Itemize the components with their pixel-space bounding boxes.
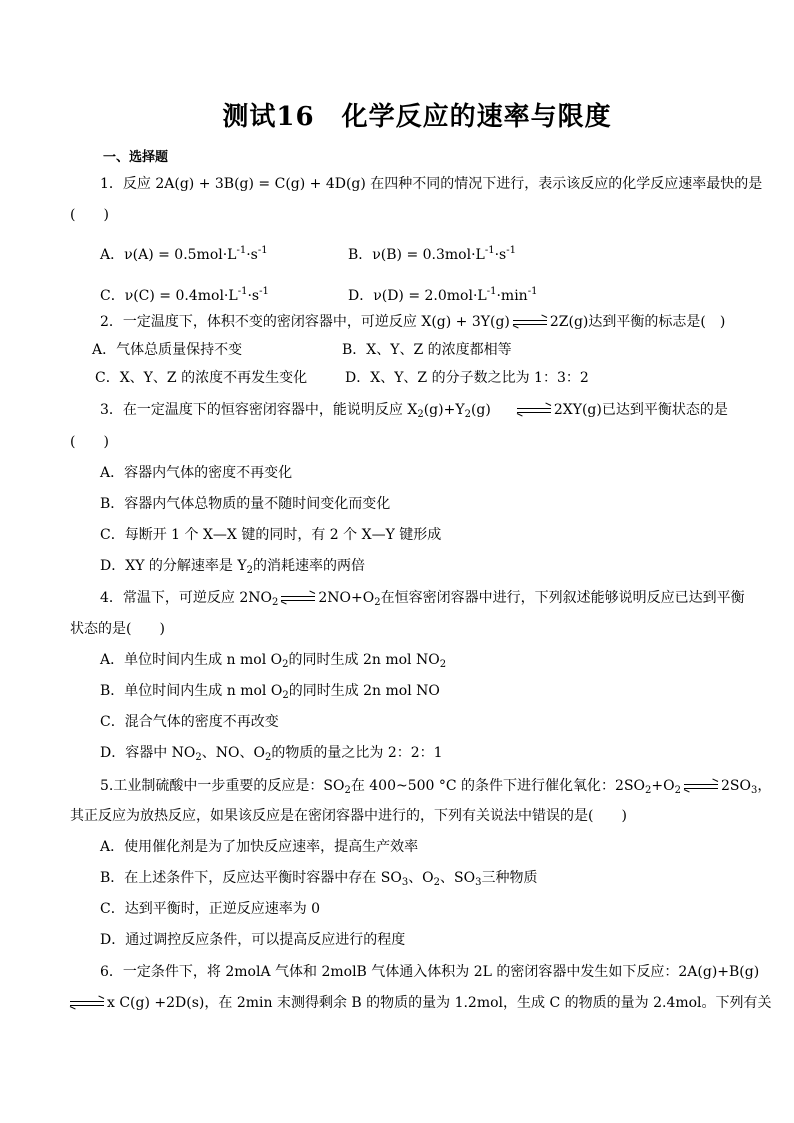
question-5-stem: 5.工业制硫酸中一步重要的反应是：$SO_2$在 400~500 °C 的条件下进行催化氧化：$2SO_2+O_2$ $2SO_3$，	[100, 778, 772, 796]
question-3-stem: 3．在一定温度下的恒容密闭容器中，能说明反应 $X_2(g)+Y_2(g)$ 2XY(g)已达到平衡状态的是	[100, 402, 728, 420]
question-2-option-b: B．X、Y、Z 的浓度都相等	[342, 342, 512, 358]
page-title: 测试16 化学反应的速率与限度	[222, 102, 612, 132]
equilibrium-arrow-icon	[281, 594, 315, 602]
question-3-option-c: C．每断开 1 个 X—X 键的同时，有 2 个 X—Y 键形成	[100, 527, 442, 543]
question-3-option-b: B．容器内气体总物质的量不随时间变化而变化	[100, 496, 391, 512]
question-4-option-b: B．单位时间内生成 n mol $O_2$的同时生成 2n mol NO	[100, 683, 440, 701]
question-2-option-a: A．气体总质量保持不变	[92, 342, 243, 358]
question-5-option-b: B．在上述条件下，反应达平衡时容器中存在 $SO_3$、$O_2$、$SO_3$三种物质	[100, 870, 538, 888]
question-5-stem-cont: 其正反应为放热反应，如果该反应是在密闭容器中进行的，下列有关说法中错误的是( )	[70, 808, 627, 824]
equilibrium-arrow-icon	[70, 999, 104, 1007]
question-4-option-a: A．单位时间内生成 n mol $O_2$的同时生成 2n mol $NO_2$	[100, 652, 447, 670]
question-4-stem-cont: 状态的是( )	[70, 621, 165, 637]
question-5-option-a: A．使用催化剂是为了加快反应速率，提高生产效率	[100, 839, 419, 855]
question-3-option-d: D．XY 的分解速率是 $Y_2$的消耗速率的两倍	[100, 558, 365, 576]
question-3-paren: ( )	[70, 434, 109, 450]
question-1-stem: 1．反应 2A(g) + 3B(g) = C(g) + 4D(g) 在四种不同的情况下进行，表示该反应的化学反应速率最快的是	[100, 176, 763, 192]
question-6-stem: 6．一定条件下，将 2molA 气体和 2molB 气体通入体积为 2L 的密闭容器中发生如下反应：2A(g)+B(g)	[100, 964, 760, 980]
question-2-stem: 2．一定温度下，体积不变的密闭容器中，可逆反应 X(g) + 3Y(g) 2Z(g)达到平衡的标志是( )	[100, 314, 726, 330]
question-5-option-c: C．达到平衡时，正逆反应速率为 0	[100, 901, 321, 917]
equilibrium-arrow-icon	[684, 782, 718, 790]
question-1-option-c: C．$\nu(C) = 0.4mol\cdot L^{-1}\cdot s^{-1}$	[100, 286, 269, 304]
question-1-paren: ( )	[70, 207, 109, 223]
question-1-option-b: B．$\nu(B) = 0.3mol\cdot L^{-1}\cdot s^{-1}$	[348, 245, 516, 263]
question-1-option-d: D．$\nu(D) = 2.0mol\cdot L^{-1}\cdot\min^{-1}$	[348, 286, 538, 304]
equilibrium-arrow-icon	[513, 318, 547, 326]
question-4-option-c: C．混合气体的密度不再改变	[100, 714, 279, 730]
question-4-stem: 4．常温下，可逆反应 $2NO_2$ $2NO+O_2$在恒容密闭容器中进行，下列叙述能够说明反应已达到平衡	[100, 590, 745, 608]
question-5-option-d: D．通过调控反应条件，可以提高反应进行的程度	[100, 932, 406, 948]
question-1-option-a: A．$\nu(A) = 0.5mol\cdot L^{-1}\cdot s^{-1}$	[100, 245, 268, 263]
question-2-option-c: C．X、Y、Z 的浓度不再发生变化	[95, 370, 308, 386]
question-2-option-d: D．X、Y、Z 的分子数之比为 1：3：2	[345, 370, 589, 386]
question-4-option-d: D．容器中 $NO_2$、NO、$O_2$的物质的量之比为 2：2：1	[100, 745, 443, 763]
question-3-option-a: A．容器内气体的密度不再变化	[100, 465, 293, 481]
question-6-stem-cont: x C(g) +2D(s)，在 2min 末测得剩余 B 的物质的量为 1.2mol，生成 C 的物质的量为 2.4mol。下列有关	[70, 993, 772, 1013]
section-heading: 一、选择题	[103, 150, 169, 165]
equilibrium-arrow-icon	[517, 406, 551, 414]
